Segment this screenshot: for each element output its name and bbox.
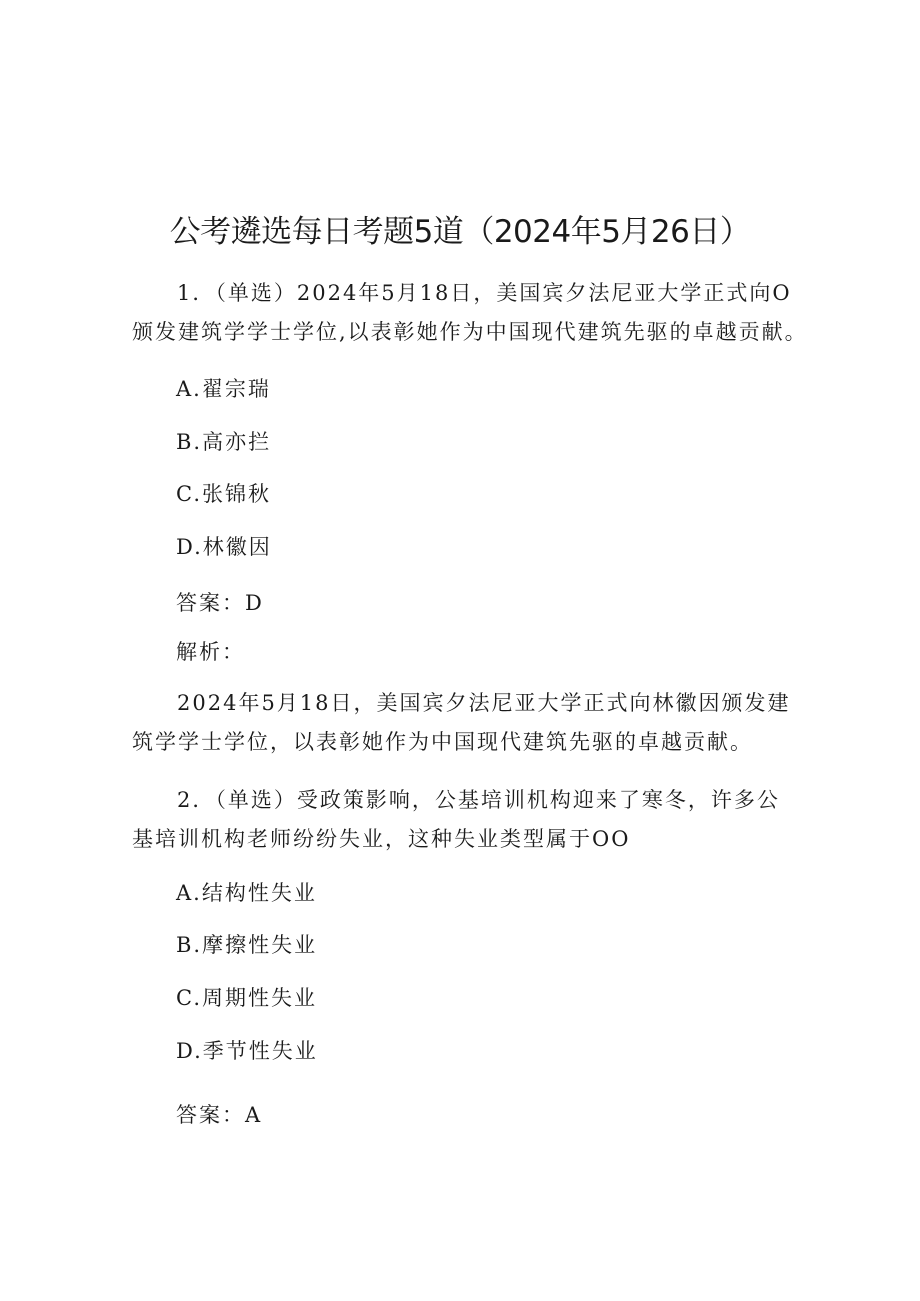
question-1-stem	[132, 274, 832, 352]
question-1-option-a: A.翟宗瑞	[176, 377, 271, 401]
question-1-analysis	[132, 684, 832, 762]
question-1-analysis-line-2: 筑学学士学位，以表彰她作为中国现代建筑先驱的卓越贡献。	[132, 730, 753, 754]
question-2-stem	[132, 781, 832, 859]
question-1-stem-line-1: 1．（单选）2024年5月18日，美国宾夕法尼亚大学正式向O	[177, 281, 792, 305]
question-1-stem-line-2: 颁发建筑学学士学位,以表彰她作为中国现代建筑先驱的卓越贡献。	[132, 320, 808, 344]
question-2-option-b: B.摩擦性失业	[176, 933, 318, 957]
page-title: 公考遴选每日考题5道（2024年5月26日）	[169, 214, 751, 250]
question-1-answer: 答案：D	[176, 591, 264, 615]
question-1-option-b: B.高亦拦	[176, 430, 272, 454]
question-1-analysis-line-1: 2024年5月18日，美国宾夕法尼亚大学正式向林徽因颁发建	[177, 691, 791, 715]
question-1-option-c: C.张锦秋	[176, 482, 271, 506]
question-2-answer: 答案：A	[176, 1103, 263, 1127]
question-1-analysis-label: 解析：	[176, 640, 245, 664]
question-2-option-c: C.周期性失业	[176, 986, 317, 1010]
question-2-stem-line-1: 2．（单选）受政策影响，公基培训机构迎来了寒冬，许多公	[177, 788, 780, 812]
question-2-option-a: A.结构性失业	[176, 881, 317, 905]
question-1-option-d: D.林徽因	[176, 535, 272, 559]
question-2-stem-line-2: 基培训机构老师纷纷失业，这种失业类型属于OO	[132, 827, 631, 851]
question-2-option-d: D.季节性失业	[176, 1039, 318, 1063]
